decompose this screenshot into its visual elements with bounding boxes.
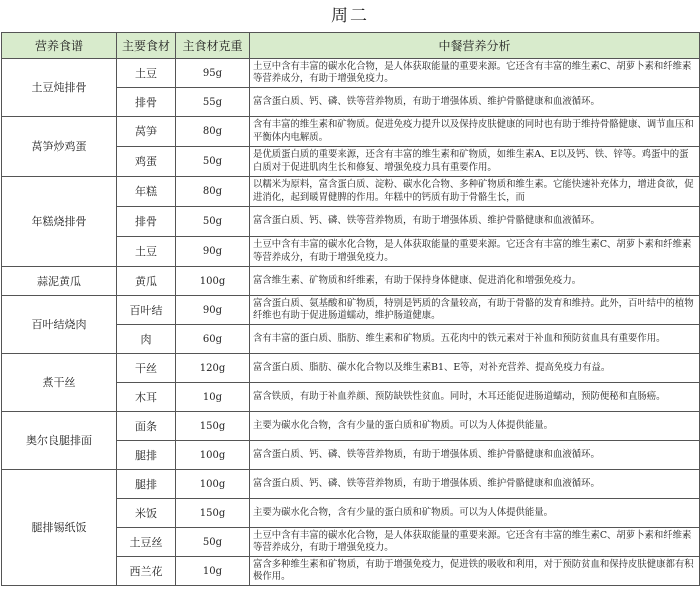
ingredient-cell: 西兰花 xyxy=(117,557,176,586)
ingredient-cell: 鸡蛋 xyxy=(117,147,176,177)
ingredient-cell: 黄瓜 xyxy=(117,267,176,296)
dish-name: 蒜泥黄瓜 xyxy=(2,267,117,296)
table-row xyxy=(2,59,700,88)
weight-cell: 90g xyxy=(176,296,250,325)
analysis-cell: 富含蛋白质、钙、磷、铁等营养物质，有助于增强体质、维护骨骼健康和血液循环。 xyxy=(250,88,700,117)
header-recipe: 营养食谱 xyxy=(2,33,117,59)
weight-cell: 60g xyxy=(176,325,250,354)
ingredient-cell: 土豆丝 xyxy=(117,528,176,557)
weight-cell: 150g xyxy=(176,499,250,528)
analysis-cell: 土豆中含有丰富的碳水化合物，是人体获取能量的重要来源。它还含有丰富的维生素C、胡萝卜素和纤维素等营养成分，有助于增强免疫力。 xyxy=(250,237,700,267)
analysis-cell: 主要为碳水化合物，含有少量的蛋白质和矿物质。可以为人体提供能量。 xyxy=(250,412,700,441)
dish-name: 煮干丝 xyxy=(2,354,117,412)
analysis-cell: 主要为碳水化合物，含有少量的蛋白质和矿物质。可以为人体提供能量。 xyxy=(250,499,700,528)
weight-cell: 50g xyxy=(176,147,250,177)
weight-cell: 80g xyxy=(176,117,250,147)
weight-cell: 150g xyxy=(176,412,250,441)
dish-name: 土豆炖排骨 xyxy=(2,59,117,117)
table-row xyxy=(2,177,700,207)
ingredient-cell: 土豆 xyxy=(117,59,176,88)
analysis-cell: 富含蛋白质、脂肪、碳水化合物以及维生素B1、E等，对补充营养、提高免疫力有益。 xyxy=(250,354,700,383)
weight-cell: 90g xyxy=(176,237,250,267)
weight-cell: 100g xyxy=(176,441,250,470)
ingredient-cell: 木耳 xyxy=(117,383,176,412)
header-ingredient: 主要食材 xyxy=(117,33,176,59)
ingredient-cell: 面条 xyxy=(117,412,176,441)
ingredient-cell: 百叶结 xyxy=(117,296,176,325)
ingredient-cell: 腿排 xyxy=(117,470,176,499)
analysis-cell: 含有丰富的维生素和矿物质。促进免疫力提升以及保持皮肤健康的同时也有助于维持骨骼健康、调节血压和平衡体内电解质。 xyxy=(250,117,700,147)
ingredient-cell: 肉 xyxy=(117,325,176,354)
table-row xyxy=(2,117,700,147)
ingredient-cell: 年糕 xyxy=(117,177,176,207)
analysis-cell: 富含蛋白质、钙、磷、铁等营养物质，有助于增强体质、维护骨骼健康和血液循环。 xyxy=(250,207,700,237)
analysis-cell: 富含蛋白质、钙、磷、铁等营养物质，有助于增强体质、维护骨骼健康和血液循环。 xyxy=(250,470,700,499)
ingredient-cell: 排骨 xyxy=(117,88,176,117)
ingredient-cell: 排骨 xyxy=(117,207,176,237)
table-row xyxy=(2,296,700,325)
menu-body xyxy=(2,59,700,586)
analysis-cell: 富含铁质，有助于补血养颜、预防缺铁性贫血。同时，木耳还能促进肠道蠕动，预防便秘和直肠癌。 xyxy=(250,383,700,412)
dish-name: 莴笋炒鸡蛋 xyxy=(2,117,117,177)
analysis-cell: 富含蛋白质、钙、磷、铁等营养物质，有助于增强体质、维护骨骼健康和血液循环。 xyxy=(250,441,700,470)
weight-cell: 120g xyxy=(176,354,250,383)
dish-name: 奥尔良腿排面 xyxy=(2,412,117,470)
analysis-cell: 富含维生素、矿物质和纤维素，有助于保持身体健康、促进消化和增强免疫力。 xyxy=(250,267,700,296)
ingredient-cell: 米饭 xyxy=(117,499,176,528)
dish-name: 百叶结烧肉 xyxy=(2,296,117,354)
weight-cell: 50g xyxy=(176,528,250,557)
ingredient-cell: 干丝 xyxy=(117,354,176,383)
analysis-cell: 土豆中含有丰富的碳水化合物，是人体获取能量的重要来源。它还含有丰富的维生素C、胡萝卜素和纤维素等营养成分，有助于增强免疫力。 xyxy=(250,528,700,557)
table-row xyxy=(2,470,700,499)
page-title: 周二 xyxy=(331,6,369,26)
analysis-cell: 以糯米为原料，富含蛋白质、淀粉、碳水化合物、多种矿物质和维生素。它能快速补充体力，增进食欲，促进消化，起到暖胃健脾的作用。年糕中的钙质有助于骨骼生长，而 xyxy=(250,177,700,207)
table-row xyxy=(2,267,700,296)
weight-cell: 100g xyxy=(176,267,250,296)
header-weight: 主食材克重 xyxy=(176,33,250,59)
weight-cell: 80g xyxy=(176,177,250,207)
header-row xyxy=(2,33,700,59)
table-row xyxy=(2,354,700,383)
weight-cell: 10g xyxy=(176,383,250,412)
menu-table xyxy=(1,32,700,586)
weight-cell: 100g xyxy=(176,470,250,499)
ingredient-cell: 腿排 xyxy=(117,441,176,470)
weight-cell: 95g xyxy=(176,59,250,88)
dish-name: 腿排锡纸饭 xyxy=(2,470,117,586)
analysis-cell: 是优质蛋白质的重要来源，还含有丰富的维生素和矿物质，如维生素A、E以及钙、铁、锌等。鸡蛋中的蛋白质对于促进肌肉生长和修复、增强免疫力具有重要作用。 xyxy=(250,147,700,177)
weight-cell: 50g xyxy=(176,207,250,237)
analysis-cell: 土豆中含有丰富的碳水化合物，是人体获取能量的重要来源。它还含有丰富的维生素C、胡萝卜素和纤维素等营养成分，有助于增强免疫力。 xyxy=(250,59,700,88)
analysis-cell: 富含多种维生素和矿物质，有助于增强免疫力，促进铁的吸收和利用，对于预防贫血和保持皮肤健康都有积极作用。 xyxy=(250,557,700,586)
ingredient-cell: 莴笋 xyxy=(117,117,176,147)
dish-name: 年糕烧排骨 xyxy=(2,177,117,267)
table-row xyxy=(2,412,700,441)
weight-cell: 10g xyxy=(176,557,250,586)
header-analysis: 中餐营养分析 xyxy=(250,33,700,59)
analysis-cell: 含有丰富的蛋白质、脂肪、维生素和矿物质。五花肉中的铁元素对于补血和预防贫血具有重要作用。 xyxy=(250,325,700,354)
analysis-cell: 富含蛋白质、氨基酸和矿物质，特别是钙质的含量较高，有助于骨骼的发育和维持。此外，百叶结中的植物纤维也有助于促进肠道蠕动，维护肠道健康。 xyxy=(250,296,700,325)
ingredient-cell: 土豆 xyxy=(117,237,176,267)
weight-cell: 55g xyxy=(176,88,250,117)
